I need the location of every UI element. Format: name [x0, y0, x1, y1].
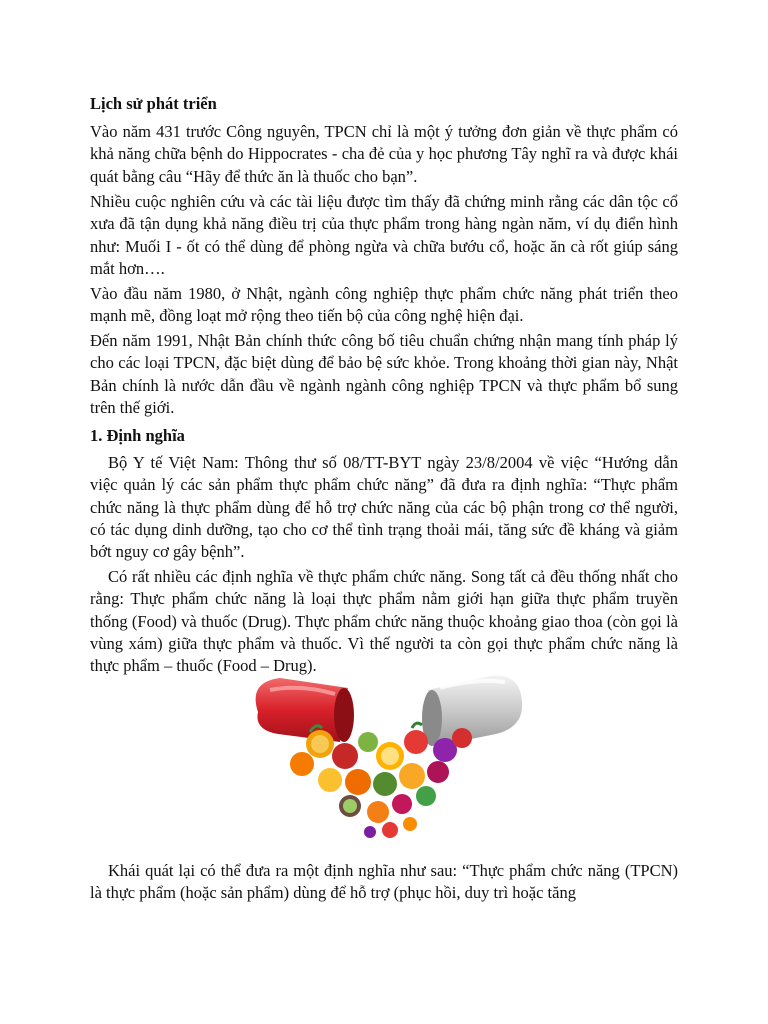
- section-heading-history: Lịch sử phát triển: [90, 94, 217, 113]
- paragraph-japan-1980: Vào đầu năm 1980, ở Nhật, ngành công nghiệp thực phẩm chức năng phát triển theo mạnh mẽ, đồng loạt mở rộng theo tiến bộ của công nghệ hiện đại.: [90, 284, 678, 326]
- red-capsule-half: [256, 678, 354, 742]
- paragraph-food-drug: Có rất nhiều các định nghĩa về thực phẩm chức năng. Song tất cả đều thống nhất cho rằng: Thực phẩm chức năng là loại thực phẩm nằm giới hạn giữa thực phẩm truyền thống (Food) và thuốc (Drug). Thực phẩm chức năng thuộc khoảng giao thoa (còn gọi là vùng xám) giữa thực phẩm và thuốc. Vì thế người ta còn gọi thực phẩm chức năng là thực phẩm – thuốc (Food – Drug).: [90, 567, 678, 676]
- grey-capsule-half: [422, 676, 522, 746]
- paragraph-ministry-definition: Bộ Y tế Việt Nam: Thông thư số 08/TT-BYT ngày 23/8/2004 về việc “Hướng dẫn việc quản lý các sản phẩm thực phẩm chức năng” đã đưa ra định nghĩa: “Thực phẩm chức năng là thực phẩm dùng để hỗ trợ chức năng của các bộ phận trong cơ thể người, có tác dụng dinh dưỡng, tạo cho cơ thể tình trạng thoải mái, tăng sức đề kháng và giảm bớt nguy cơ gây bệnh”.: [90, 453, 678, 562]
- section-heading-definition: 1. Định nghĩa: [90, 426, 185, 445]
- capsule-fruits-illustration: [240, 672, 530, 842]
- paragraph-hippocrates: Vào năm 431 trước Công nguyên, TPCN chỉ là một ý tưởng đơn giản về thực phẩm có khả năng chữa bệnh do Hippocrates - cha đẻ của y học phương Tây nghĩ ra và được khái quát bằng câu “Hãy để thức ăn là thuốc cho bạn”.: [90, 122, 678, 186]
- fruits-cluster: [290, 723, 472, 838]
- paragraph-japan-1991: Đến năm 1991, Nhật Bản chính thức công bố tiêu chuẩn chứng nhận mang tính pháp lý cho các loại TPCN, đặc biệt dùng để bảo bệ sức khỏe. Trong khoảng thời gian này, Nhật Bản chính là nước dẫn đầu về ngành ngành công nghiệp TPCN và thực phẩm bổ sung trên thế giới.: [90, 331, 678, 417]
- paragraph-ancient-uses: Nhiều cuộc nghiên cứu và các tài liệu được tìm thấy đã chứng minh rằng các dân tộc cổ xưa đã tận dụng khả năng điều trị của thực phẩm trong hàng ngàn năm, ví dụ điển hình như: Muối I - ốt có thể dùng để phòng ngừa và chữa bướu cổ, hoặc ăn cà rốt giúp sáng mắt hơn….: [90, 192, 678, 278]
- paragraph-general-definition: Khái quát lại có thể đưa ra một định nghĩa như sau: “Thực phẩm chức năng (TPCN) là thực phẩm (hoặc sản phẩm) dùng để hỗ trợ (phục hồi, duy trì hoặc tăng: [90, 861, 678, 903]
